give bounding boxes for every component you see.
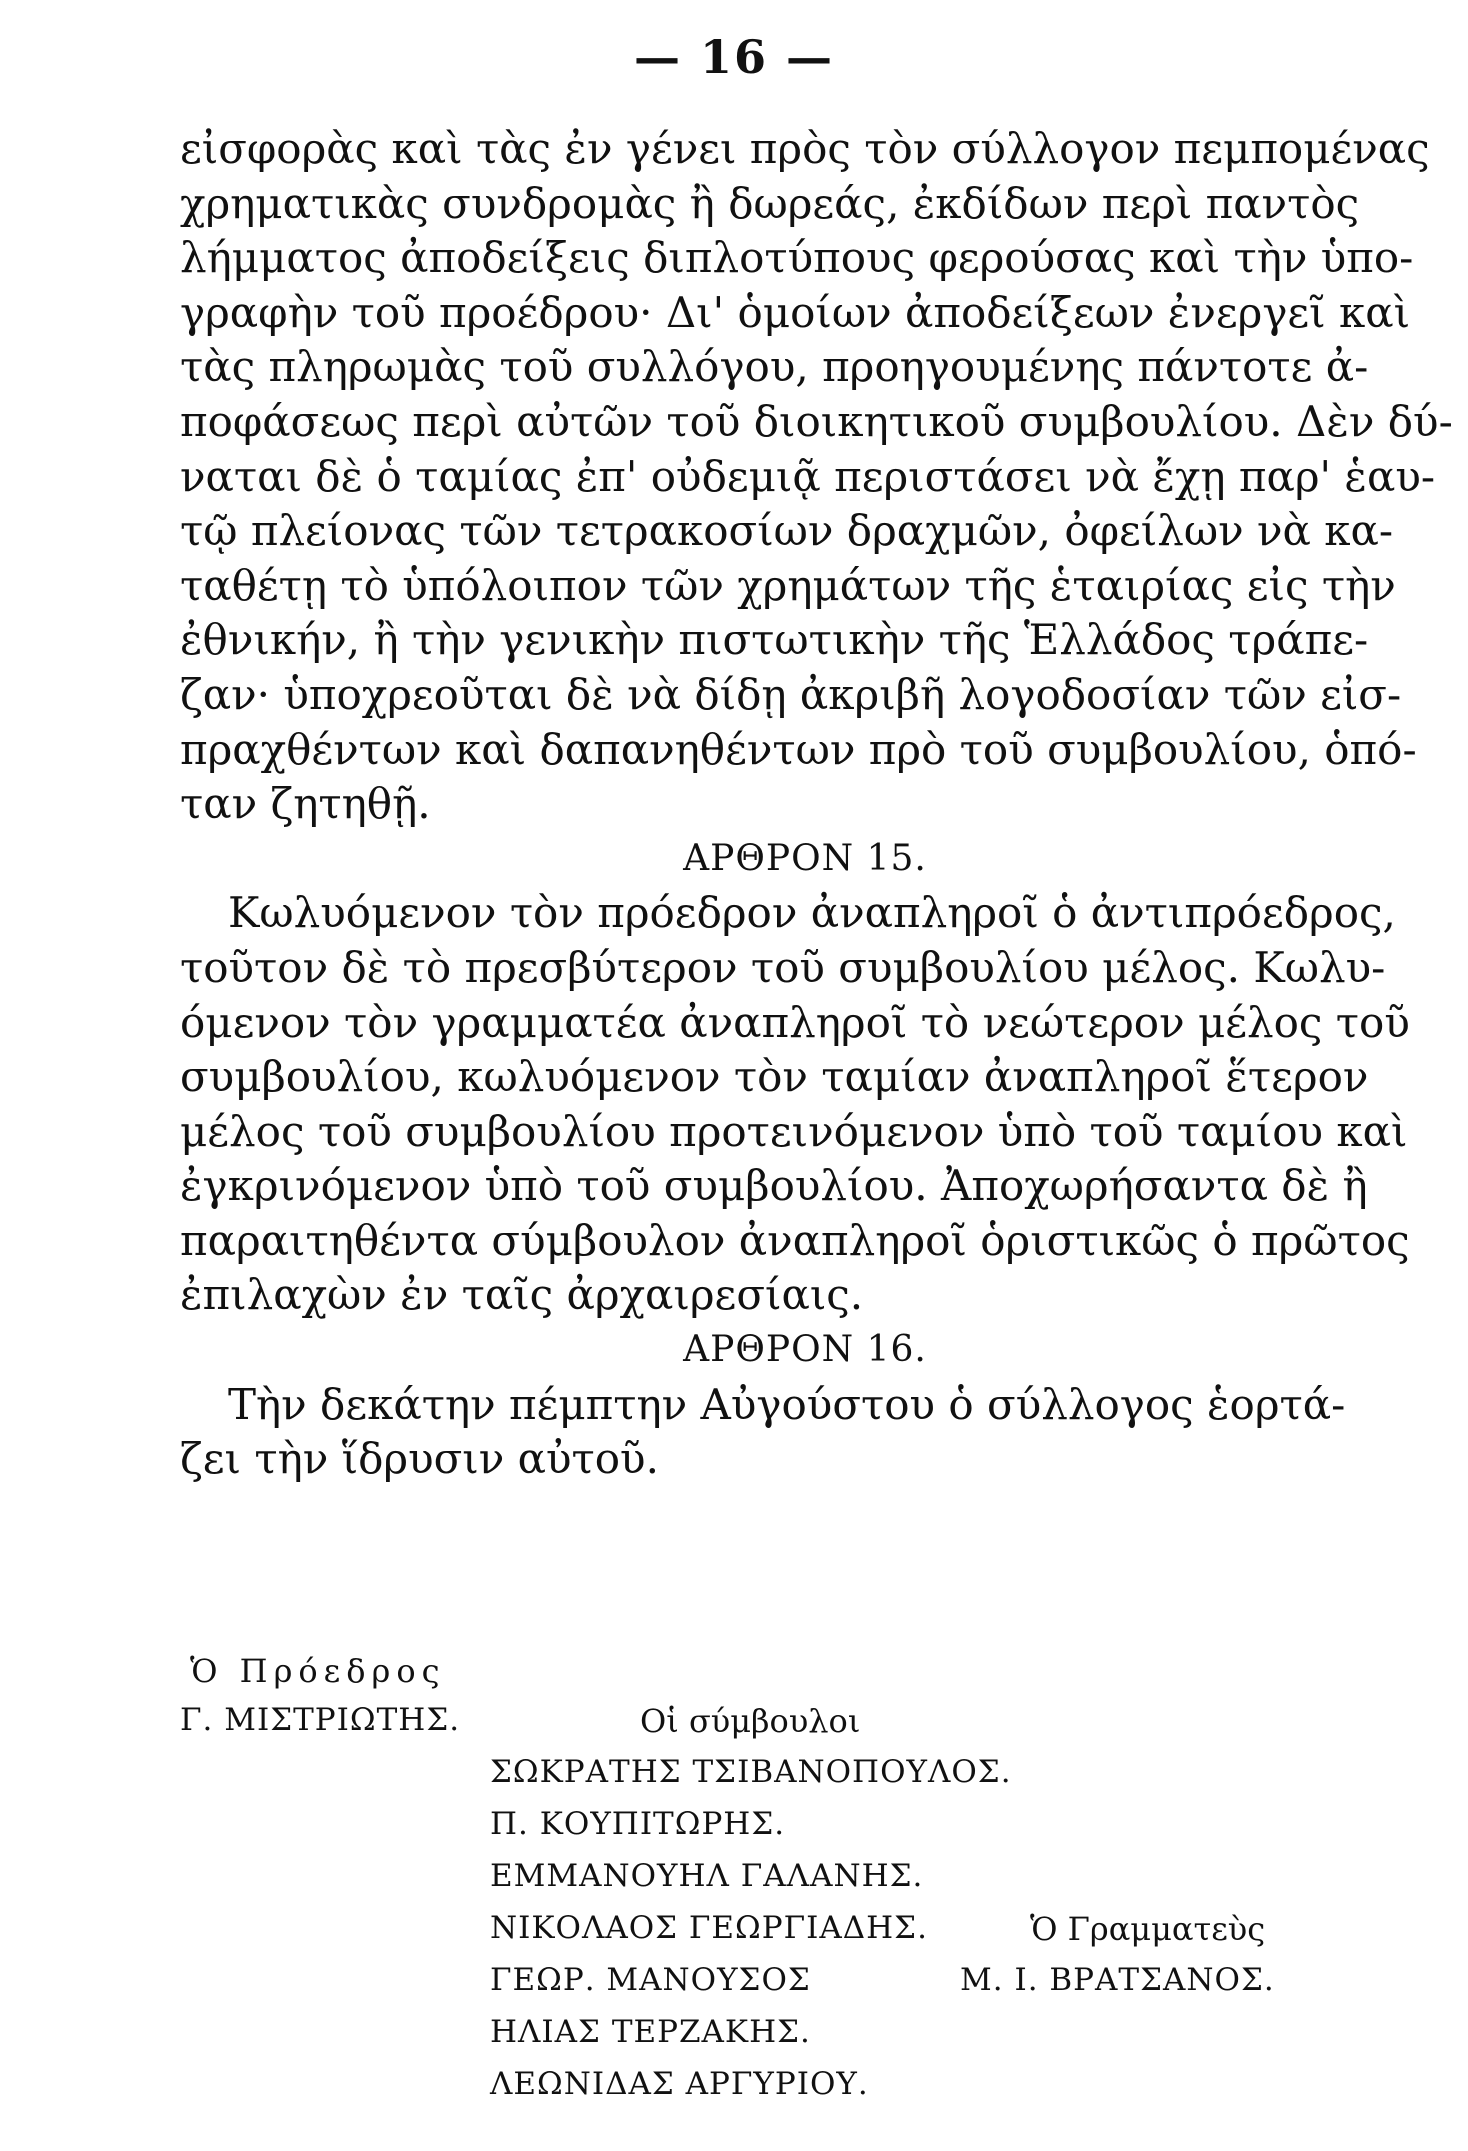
article-15-line: ἐγκρινόμενον ὑπὸ τοῦ συμβουλίου. Ἀποχωρήσαντα δὲ ἢ — [180, 1161, 1368, 1211]
body-text — [180, 122, 1453, 1487]
article-16-line: ζει τὴν ἵδρυσιν αὐτοῦ. — [180, 1434, 659, 1484]
paragraph-line: χρηματικὰς συνδρομὰς ἢ δωρεάς, ἐκδίδων περὶ παντὸς — [180, 178, 1360, 228]
article-16-heading: ΑΡΘΡΟΝ 16. — [683, 1329, 927, 1371]
article-15-line: ἐπιλαχὼν ἐν ταῖς ἀρχαιρεσίαις. — [180, 1270, 864, 1320]
paragraph-line: τὰς πληρωμὰς τοῦ συλλόγου, προηγουμένης πάντοτε ἀ- — [180, 342, 1369, 392]
article-15-heading: ΑΡΘΡΟΝ 15. — [683, 837, 927, 879]
paragraph-line: πραχθέντων καὶ δαπανηθέντων πρὸ τοῦ συμβουλίου, ὁπό- — [180, 724, 1417, 774]
paragraph-line: ναται δὲ ὁ ταμίας ἐπ' οὐδεμιᾷ περιστάσει νὰ ἔχῃ παρ' ἑαυ- — [180, 451, 1436, 501]
president-name: Γ. ΜΙΣΤΡΙΩΤΗΣ. — [180, 1702, 461, 1738]
paragraph-line: ἐθνικήν, ἢ τὴν γενικὴν πιστωτικὴν τῆς Ἑλλάδος τράπε- — [180, 615, 1369, 665]
article-15-line: συμβουλίου, κωλυόμενον τὸν ταμίαν ἀναπληροῖ ἕτερον — [180, 1052, 1369, 1102]
article-16-line: Τὴν δεκάτην πέμπτην Αὐγούστου ὁ σύλλογος ἑορτά- — [228, 1379, 1346, 1429]
paragraph-line: ταθέτῃ τὸ ὑπόλοιπον τῶν χρημάτων τῆς ἑταιρίας εἰς τὴν — [180, 560, 1396, 610]
councillor-name: ΝΙΚΟΛΑΟΣ ΓΕΩΡΓΙΑΔΗΣ. — [490, 1910, 928, 1946]
article-15-line: Κωλυόμενον τὸν πρόεδρον ἀναπληροῖ ὁ ἀντιπρόεδρος, — [228, 888, 1396, 938]
article-15-line: μέλος τοῦ συμβουλίου προτεινόμενον ὑπὸ τοῦ ταμίου καὶ — [180, 1106, 1408, 1156]
page-number: — 16 — — [633, 30, 835, 84]
councillor-name: ΣΩΚΡΑΤΗΣ ΤΣΙΒΑΝΟΠΟΥΛΟΣ. — [490, 1754, 1012, 1790]
paragraph-line: ζαν· ὑποχρεοῦται δὲ νὰ δίδῃ ἀκριβῆ λογοδοσίαν τῶν εἰσ- — [180, 669, 1402, 719]
paragraph-line: τῷ πλείονας τῶν τετρακοσίων δραχμῶν, ὀφείλων νὰ κα- — [180, 506, 1394, 556]
article-15-line: τοῦτον δὲ τὸ πρεσβύτερον τοῦ συμβουλίου μέλος. Κωλυ- — [180, 942, 1386, 992]
president-label: Ὁ Πρόεδρος — [190, 1652, 446, 1690]
secretary-name: Μ. Ι. ΒΡΑΤΣΑΝΟΣ. — [960, 1962, 1275, 1998]
paragraph-line: εἰσφορὰς καὶ τὰς ἐν γένει πρὸς τὸν σύλλογον πεμπομένας — [180, 124, 1430, 173]
article-15-line: παραιτηθέντα σύμβουλον ἀναπληροῖ ὁριστικῶς ὁ πρῶτος — [180, 1215, 1410, 1265]
paragraph-line: ταν ζητηθῇ. — [180, 779, 431, 829]
councillor-name: Π. ΚΟΥΠΙΤΩΡΗΣ. — [490, 1806, 786, 1842]
article-15-line: όμενον τὸν γραμματέα ἀναπληροῖ τὸ νεώτερον μέλος τοῦ — [180, 997, 1410, 1047]
paragraph-line: λήμματος ἀποδείξεις διπλοτύπους φερούσας καὶ τὴν ὑπο- — [180, 233, 1414, 283]
councillor-name: ΛΕΩΝΙΔΑΣ ΑΡΓΥΡΙΟΥ. — [490, 2066, 869, 2102]
councillor-name: ΓΕΩΡ. ΜΑΝΟΥΣΟΣ — [490, 1962, 811, 1998]
councillors-label: Οἱ σύμβουλοι — [640, 1702, 861, 1740]
paragraph-line: γραφὴν τοῦ προέδρου· Δι' ὁμοίων ἀποδείξεων ἐνεργεῖ καὶ — [180, 287, 1411, 337]
paragraph-line: ποφάσεως περὶ αὐτῶν τοῦ διοικητικοῦ συμβουλίου. Δὲν δύ- — [180, 396, 1453, 446]
councillor-name: ΕΜΜΑΝΟΥΗΛ ΓΑΛΑΝΗΣ. — [490, 1858, 924, 1894]
secretary-label: Ὁ Γραμματεὺς — [1030, 1910, 1266, 1948]
councillor-name: ΗΛΙΑΣ ΤΕΡΖΑΚΗΣ. — [490, 2014, 811, 2050]
